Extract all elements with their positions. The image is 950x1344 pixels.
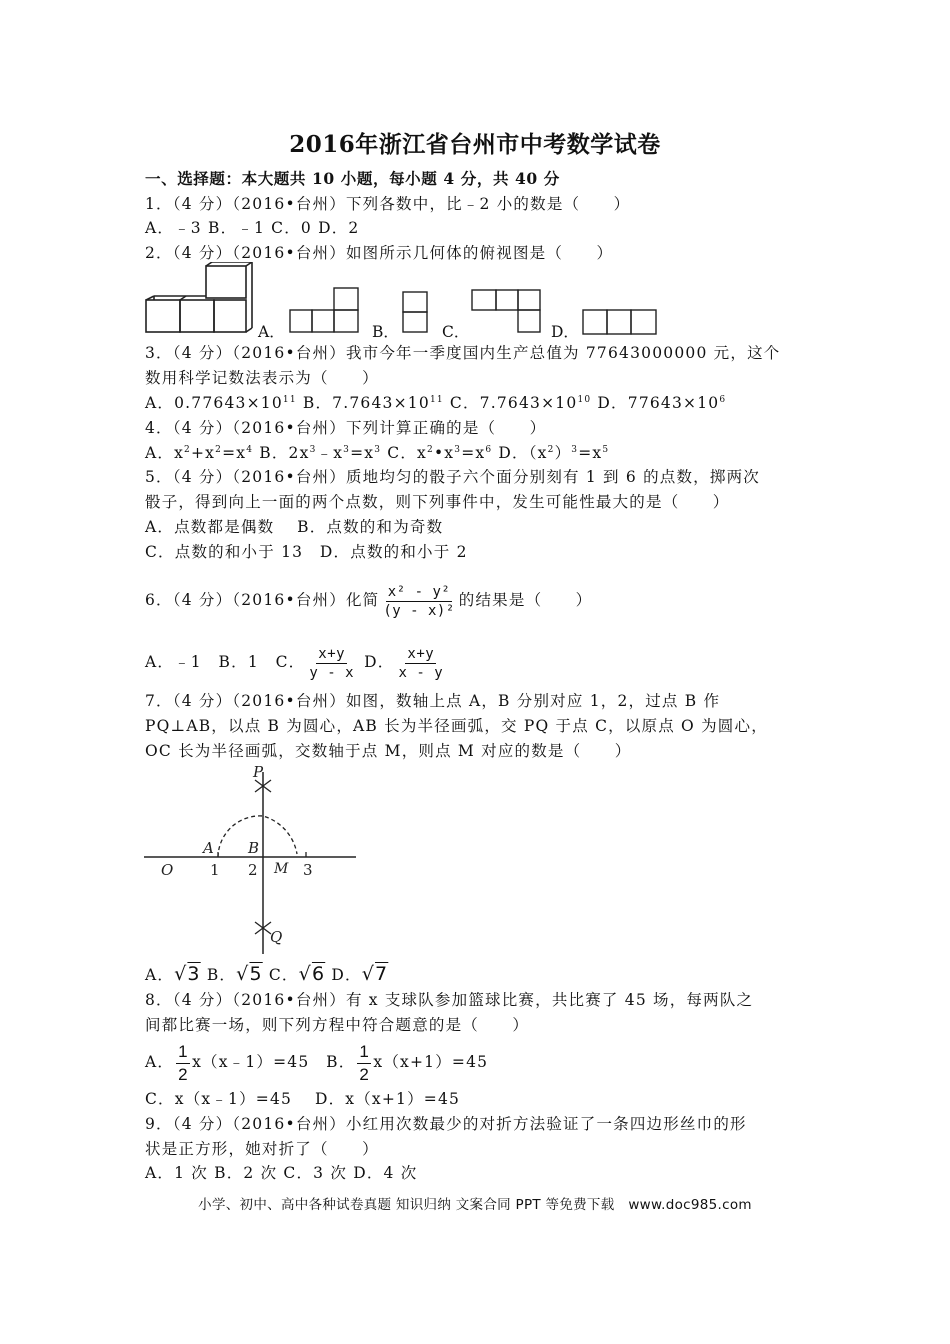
label-b: B <box>248 839 260 857</box>
q6-option-c-fraction: $\frac{x+y}{y - x}$ <box>309 645 355 681</box>
label-q: Q <box>270 928 283 946</box>
q6-options: A．﹣1 B．1 C． $\frac{x+y}{y - x}$ D． $\frac{x+y}{x - y}$ <box>145 645 444 681</box>
q7-number-line-figure <box>140 762 365 962</box>
tick-1: 1 <box>210 861 220 879</box>
q1-options: A．﹣3 B．﹣1 C．0 D．2 <box>145 219 360 237</box>
q3-stem-line1: 3．（4 分）（2016•台州）我市今年一季度国内生产总值为 77643000000 元，这个 <box>145 344 781 362</box>
q8-half-fraction-a: $\frac{1}{2}$ <box>178 1041 189 1084</box>
q5-stem-line2: 骰子，得到向上一面的两个点数，则下列事件中，发生可能性最大的是（ ） <box>145 493 730 511</box>
q2-option-a-label: A． <box>258 323 285 341</box>
q8-options-line1: A． $\frac{1}{2}$ x（x﹣1）=45 B． $\frac{1}{2}$ x（x+1）=45 <box>145 1041 489 1084</box>
page-footer: 小学、初中、高中各种试卷真题 知识归纳 文案合同 PPT 等免费下载 www.doc985.com <box>198 1197 752 1213</box>
q8-stem-line2: 间都比赛一场，则下列方程中符合题意的是（ ） <box>145 1016 530 1034</box>
q7-options: A．√3 B．√5 C．√6 D．√7 <box>145 963 389 985</box>
q2-option-b-label: B． <box>372 323 399 341</box>
q6-option-d-fraction: $\frac{x+y}{x - y}$ <box>398 645 444 681</box>
q5-options-line1: A．点数都是偶数 B．点数的和为奇数 <box>145 518 444 536</box>
q9-options: A．1 次 B．2 次 C．3 次 D．4 次 <box>145 1164 418 1182</box>
q7-stem-line2: PQ⊥AB，以点 B 为圆心，AB 长为半径画弧，交 PQ 于点 C，以原点 O 为圆心， <box>145 717 768 735</box>
q3-stem-line2: 数用科学记数法表示为（ ） <box>145 369 379 387</box>
q8-half-fraction-b: $\frac{1}{2}$ <box>359 1041 370 1084</box>
q6-stem: 6．（4 分）（2016•台州）化简 $\frac{\text{x² - y²}}{\text{(y - x)²}}$ 的结果是（ ） <box>145 583 593 619</box>
label-a: A <box>203 839 214 857</box>
q2-option-d-figure <box>583 310 656 334</box>
q2-option-b-figure <box>403 292 427 332</box>
q7-stem-line3: OC 长为半径画弧，交数轴于点 M，则点 M 对应的数是（ ） <box>145 742 632 760</box>
q8-options-line2: C．x（x﹣1）=45 D．x（x+1）=45 <box>145 1090 461 1108</box>
q2-stem: 2．（4 分）（2016•台州）如图所示几何体的俯视图是（ ） <box>145 244 614 262</box>
tick-3: 3 <box>303 861 313 879</box>
q5-stem-line1: 5．（4 分）（2016•台州）质地均匀的骰子六个面分别刻有 1 到 6 的点数，掷两次 <box>145 468 760 486</box>
page-title: 2016年浙江省台州市中考数学试卷 <box>289 131 661 158</box>
q4-stem: 4．（4 分）（2016•台州）下列计算正确的是（ ） <box>145 419 547 437</box>
q2-option-d-label: D． <box>551 323 579 341</box>
q8-stem-line1: 8．（4 分）（2016•台州）有 x 支球队参加篮球比赛，共比赛了 45 场，每两队之 <box>145 991 754 1009</box>
q6-fraction: $\frac{\text{x² - y²}}{\text{(y - x)²}}$ <box>383 583 455 619</box>
q9-stem-line1: 9．（4 分）（2016•台州）小红用次数最少的对折方法验证了一条四边形丝巾的形 <box>145 1115 747 1133</box>
label-o: O <box>161 861 174 879</box>
tick-2: 2 <box>248 861 258 879</box>
label-p: P <box>253 763 264 781</box>
q2-option-a-figure <box>290 288 358 332</box>
q9-stem-line2: 状是正方形，她对折了（ ） <box>145 1140 379 1158</box>
q2-solid-figure <box>146 262 252 332</box>
q2-option-c-label: C． <box>442 323 470 341</box>
q7-stem-line1: 7．（4 分）（2016•台州）如图，数轴上点 A，B 分别对应 1，2，过点 B 作 <box>145 692 721 710</box>
q2-option-c-figure <box>472 290 540 332</box>
section-heading: 一、选择题：本大题共 10 小题，每小题 4 分，共 40 分 <box>145 169 560 188</box>
q1-stem: 1．（4 分）（2016•台州）下列各数中，比﹣2 小的数是（ ） <box>145 195 631 213</box>
q3-options: A．$0.77643\times 10^{11}$ B．$7.7643\times 10^{11}$ C．$7.7643\times 10^{10}$ D．$77643\times 10^6$ <box>145 394 727 412</box>
label-m: M <box>274 861 289 877</box>
q4-options: A．$x^2+x^2=x^4$ B．$2x^3﹣x^3=x^3$ C．$x^2•x^3=x^6$ D．$(x^2)^3=x^5$ <box>145 444 610 462</box>
q2-figures <box>140 262 660 342</box>
q5-options-line2: C．点数的和小于 13 D．点数的和小于 2 <box>145 543 468 561</box>
